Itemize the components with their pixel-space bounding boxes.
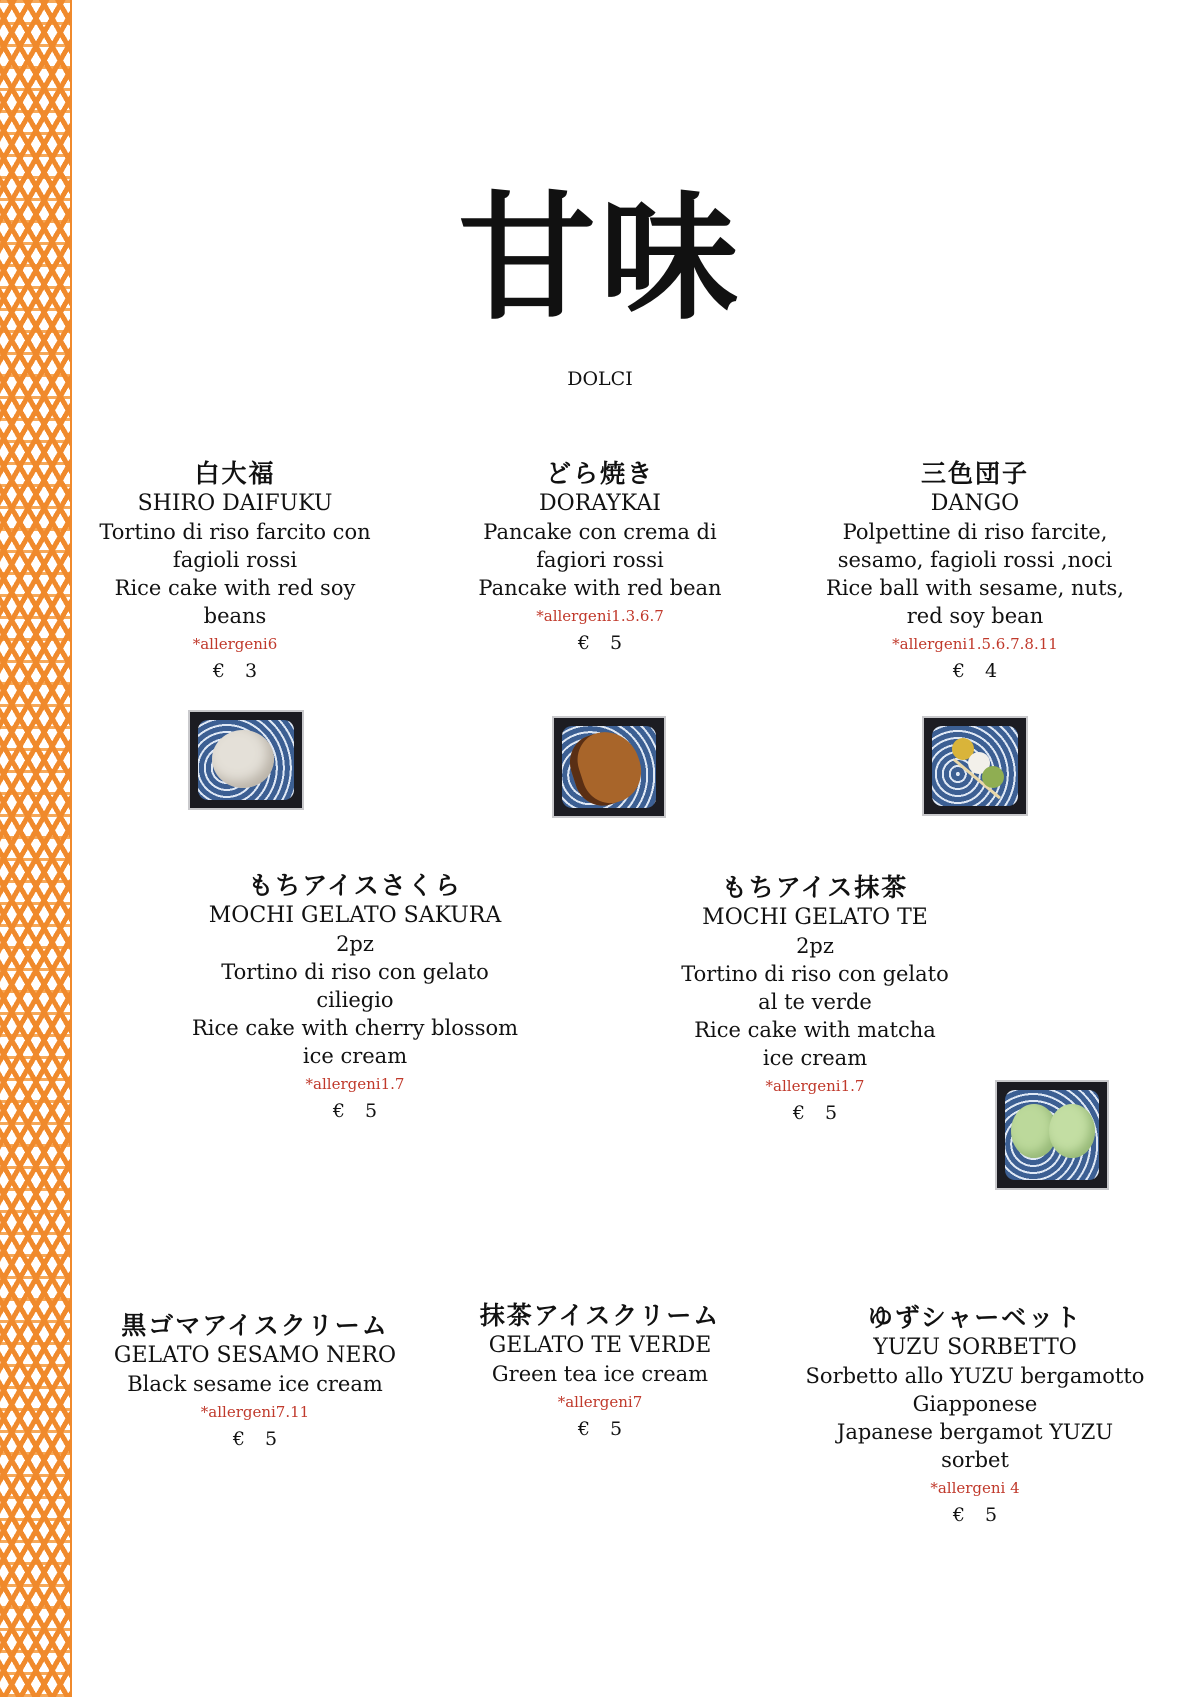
item-allergens: *allergeni1.3.6.7 bbox=[536, 607, 664, 625]
item-allergens: *allergeni7 bbox=[557, 1393, 643, 1411]
item-desc-en-line: beans bbox=[203, 604, 267, 628]
item-desc-it-line: Polpettine di riso farcite, bbox=[842, 520, 1108, 544]
item-desc-it-line: Tortino di riso farcito con bbox=[99, 520, 371, 544]
menu-item-mochi-sakura bbox=[180, 870, 530, 1126]
item-price: € 5 bbox=[952, 1504, 998, 1526]
item-price: € 4 bbox=[952, 660, 998, 682]
item-name-jp: 抹茶アイスクリーム bbox=[479, 1301, 721, 1330]
item-desc-it-line: ciliegio bbox=[316, 988, 394, 1012]
item-name-jp: ゆずシャーベット bbox=[867, 1303, 1083, 1332]
item-price: € 5 bbox=[232, 1428, 278, 1450]
item-desc-en-line: Black sesame ice cream bbox=[127, 1372, 383, 1396]
daifuku-photo bbox=[188, 710, 304, 810]
item-name: DORAYKAI bbox=[539, 491, 661, 516]
item-desc-en-line: ice cream bbox=[762, 1046, 868, 1070]
item-name: MOCHI GELATO SAKURA bbox=[208, 903, 502, 928]
item-desc-it-line: al te verde bbox=[758, 990, 872, 1014]
item-name: YUZU SORBETTO bbox=[873, 1335, 1077, 1360]
decorative-border-pattern bbox=[0, 0, 72, 1697]
item-allergens: *allergeni1.5.6.7.8.11 bbox=[892, 635, 1058, 653]
item-desc-it-line: Tortino di riso con gelato bbox=[681, 962, 949, 986]
item-desc-it-line: Tortino di riso con gelato bbox=[221, 960, 489, 984]
item-desc-it-line: Pancake con crema di bbox=[483, 520, 717, 544]
item-allergens: *allergeni6 bbox=[192, 635, 278, 653]
item-name-jp: 黒ゴマアイスクリーム bbox=[121, 1311, 389, 1340]
item-desc-it-line: Sorbetto allo YUZU bergamotto bbox=[805, 1364, 1145, 1388]
dango-ball-icon bbox=[982, 766, 1004, 788]
item-desc-en-line: sorbet bbox=[941, 1448, 1009, 1472]
dorayaki-photo bbox=[552, 716, 666, 818]
item-pieces: 2pz bbox=[796, 934, 834, 958]
page-title-jp: 甘味 bbox=[457, 178, 742, 339]
mochi-icon bbox=[1049, 1104, 1095, 1158]
item-name: MOCHI GELATO TE bbox=[702, 905, 928, 930]
mochi-matcha-photo bbox=[995, 1080, 1109, 1190]
menu-item-gelato-sesamo-nero bbox=[95, 1310, 415, 1454]
item-price: € 5 bbox=[577, 1418, 623, 1440]
item-price: € 5 bbox=[577, 632, 623, 654]
item-name-jp: どら焼き bbox=[545, 459, 654, 488]
item-desc-en-line: Rice cake with matcha bbox=[694, 1018, 936, 1042]
dango-photo bbox=[922, 716, 1028, 816]
item-desc-en-line: Rice cake with cherry blossom bbox=[191, 1016, 519, 1040]
item-allergens: *allergeni7.11 bbox=[200, 1403, 310, 1421]
item-desc-en-line: Japanese bergamot YUZU bbox=[836, 1420, 1114, 1444]
item-desc-it-line: Giapponese bbox=[912, 1392, 1038, 1416]
item-desc-en-line: Pancake with red bean bbox=[478, 576, 722, 600]
item-price: € 5 bbox=[792, 1102, 838, 1124]
item-name: GELATO TE VERDE bbox=[488, 1333, 712, 1358]
item-name-jp: 三色団子 bbox=[920, 459, 1029, 488]
item-desc-it-line: fagioli rossi bbox=[172, 548, 298, 572]
menu-item-gelato-te-verde bbox=[450, 1300, 750, 1444]
daifuku-icon bbox=[212, 730, 274, 788]
item-name: DANGO bbox=[930, 491, 1020, 516]
item-desc-it-line: fagiori rossi bbox=[536, 548, 664, 572]
item-desc-it-line: sesamo, fagioli rossi ,noci bbox=[837, 548, 1113, 572]
item-desc-en-line: Green tea ice cream bbox=[491, 1362, 709, 1386]
item-desc-en-line: ice cream bbox=[302, 1044, 408, 1068]
item-allergens: *allergeni1.7 bbox=[765, 1077, 865, 1095]
menu-item-dango bbox=[810, 458, 1140, 686]
item-pieces: 2pz bbox=[336, 932, 374, 956]
item-name: SHIRO DAIFUKU bbox=[137, 491, 333, 516]
item-desc-en-line: red soy bean bbox=[906, 604, 1044, 628]
item-allergens: *allergeni 4 bbox=[930, 1479, 1020, 1497]
item-name-jp: もちアイス抹茶 bbox=[721, 873, 909, 902]
item-price: € 3 bbox=[212, 660, 258, 682]
page-subtitle: DOLCI bbox=[567, 368, 633, 390]
item-desc-en-line: Rice cake with red soy bbox=[114, 576, 356, 600]
item-name-jp: 白大福 bbox=[194, 459, 276, 488]
menu-item-shiro-daifuku bbox=[90, 458, 380, 686]
menu-item-yuzu-sorbetto bbox=[785, 1302, 1165, 1530]
menu-item-mochi-te bbox=[665, 872, 965, 1128]
menu-item-dorayaki bbox=[450, 458, 750, 658]
item-desc-en-line: Rice ball with sesame, nuts, bbox=[826, 576, 1124, 600]
item-allergens: *allergeni1.7 bbox=[305, 1075, 405, 1093]
item-name: GELATO SESAMO NERO bbox=[113, 1343, 397, 1368]
item-name-jp: もちアイスさくら bbox=[248, 871, 462, 900]
item-price: € 5 bbox=[332, 1100, 378, 1122]
